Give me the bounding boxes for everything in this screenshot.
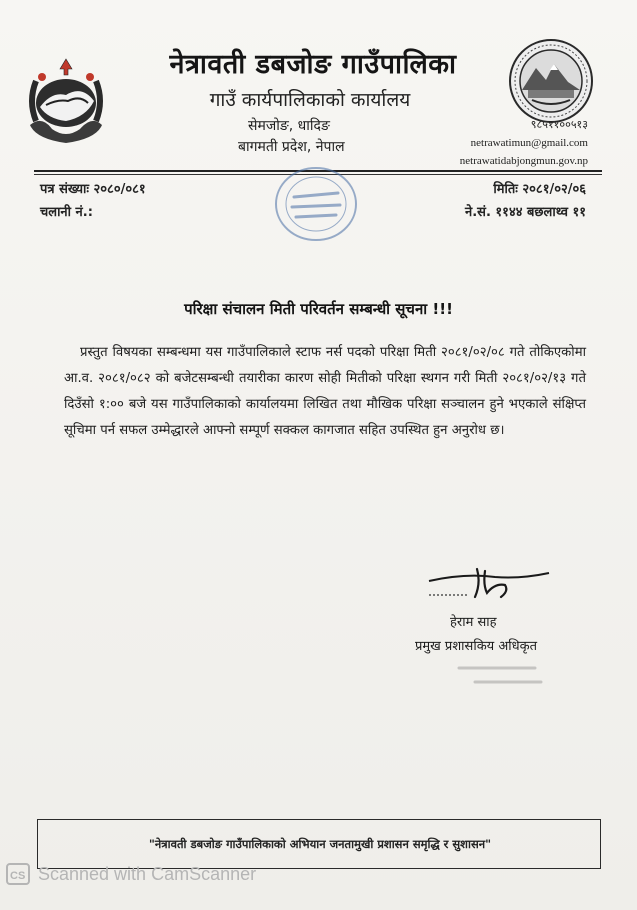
municipality-logo-icon (508, 38, 594, 124)
dispatch-number: चलानी नं.: (40, 205, 93, 220)
municipality-name: नेत्रावती डबजोङ गाउँपालिका (169, 49, 457, 80)
signatory-designation: प्रमुख प्रशासकिय अधिकृत (415, 639, 538, 654)
signatory-name: हेराम साह (450, 615, 497, 630)
faint-name-stamp-icon (445, 658, 553, 692)
phone-number: ९८५११००५१३ (530, 119, 588, 131)
nepal-sambat-date: ने.सं. ११४४ बछलाथ्व ११ (465, 205, 586, 220)
email-link[interactable]: netrawatimun@gmail.com (470, 137, 588, 149)
reference-right (400, 178, 586, 224)
nepal-emblem-icon (22, 55, 110, 147)
address-line-1: सेमजोङ, धादिङ (248, 118, 330, 134)
camscanner-watermark (0, 861, 335, 887)
letter-number: पत्र संख्याः २०८०/०८१ (40, 182, 146, 197)
notice-body (64, 340, 586, 444)
notice-body-text: प्रस्तुत विषयका सम्बन्धमा यस गाउँपालिकाले स्टाफ नर्स पदको परिक्षा मिती २०८१/०२/०८ गते तोकिएकोमा आ.व. २०८१/०८२ को बजेटसम्बन्धी तयारीका कारण सोही मितीको परिक्षा स्थगन गरी मिती २०८१/०२/१३ गते दिउँसो १:०० बजे यस गाउँपालिकाको कार्यालयमा लिखित तथा मौखिक परिक्षा सञ्चालन हुने भएकाले संक्षिप्त सूचिमा पर्न सफल उम्मेद्धारले आफ्नो सम्पूर्ण सक्कल कागजात सहित उपस्थित हुन अनुरोध छ। (64, 345, 586, 438)
notice-title: परिक्षा संचालन मिती परिवर्तन सम्बन्धी सूचना !!! (184, 300, 453, 318)
slogan-text: "नेत्रावती डबजोङ गाउँपालिकाको अभियान जनतामुखी प्रशासन समृद्धि र सुशासन" (148, 837, 492, 851)
address-line-2: बागमती प्रदेश, नेपाल (238, 139, 345, 155)
watermark-text: Scanned with CamScanner (38, 863, 257, 884)
website-link[interactable]: netrawatidabjongmun.gov.np (459, 155, 588, 167)
office-name: गाउँ कार्यपालिकाको कार्यालय (209, 89, 411, 111)
camscanner-logo-icon (6, 863, 30, 885)
reference-left (40, 178, 146, 224)
letter-date: मितिः २०८१/०२/०६ (493, 182, 586, 197)
signature-icon (425, 563, 555, 607)
contact-block (418, 116, 588, 170)
office-stamp-icon (270, 163, 362, 245)
svg-text:CS: CS (10, 870, 26, 882)
